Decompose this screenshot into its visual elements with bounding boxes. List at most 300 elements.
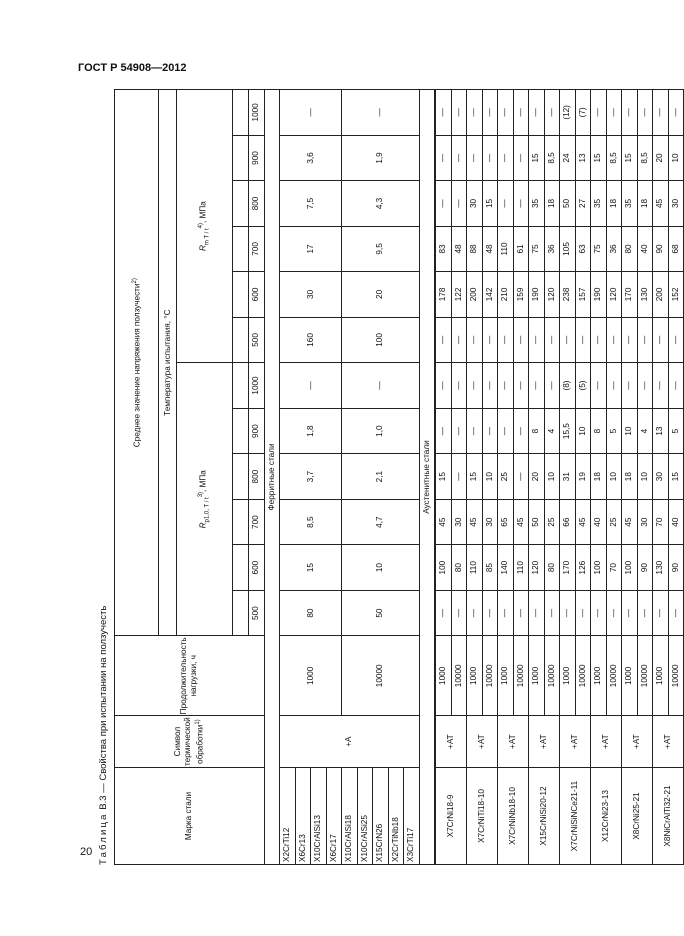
value-cell: 100: [435, 545, 451, 590]
value-cell: 18: [591, 454, 607, 499]
duration-cell: 10000: [544, 636, 560, 716]
value-cell: —: [435, 590, 451, 635]
value-cell: 200: [467, 272, 483, 317]
caption-number: В.3: [98, 795, 109, 810]
value-cell: —: [482, 590, 498, 635]
value-cell: —: [482, 317, 498, 362]
value-cell: 100: [622, 545, 638, 590]
value-cell: (5): [575, 363, 591, 409]
value-cell: —: [513, 181, 529, 226]
value-cell: 1,9: [342, 135, 420, 180]
value-cell: 48: [482, 226, 498, 271]
value-cell: —: [544, 590, 560, 635]
value-cell: —: [467, 590, 483, 635]
value-cell: 190: [591, 272, 607, 317]
value-cell: —: [280, 363, 342, 409]
value-cell: —: [653, 363, 669, 409]
value-cell: —: [544, 363, 560, 409]
value-cell: —: [668, 363, 684, 409]
value-cell: 122: [451, 272, 467, 317]
creep-properties-table: [114, 89, 684, 865]
value-cell: —: [637, 90, 653, 136]
header-spacer-cell: [233, 226, 249, 271]
header-spacer-cell: [233, 408, 249, 454]
value-cell: 238: [560, 272, 576, 317]
value-cell: 120: [529, 545, 545, 590]
value-cell: 40: [591, 499, 607, 544]
value-cell: 1,0: [342, 408, 420, 454]
value-cell: —: [467, 408, 483, 454]
duration-cell: 10000: [668, 636, 684, 716]
value-cell: —: [280, 90, 342, 136]
temp-header-cell: 1000: [248, 90, 264, 136]
value-cell: —: [498, 363, 514, 409]
table-row: [653, 90, 669, 865]
value-cell: —: [498, 317, 514, 362]
table-caption: [94, 89, 114, 865]
value-cell: 4: [637, 408, 653, 454]
value-cell: 110: [498, 226, 514, 271]
value-cell: —: [451, 408, 467, 454]
col-header-grade: Марка стали: [115, 767, 265, 864]
duration-cell: 10000: [606, 636, 622, 716]
value-cell: 75: [529, 226, 545, 271]
value-cell: 130: [637, 272, 653, 317]
value-cell: —: [544, 317, 560, 362]
value-cell: 45: [467, 499, 483, 544]
value-cell: 61: [513, 226, 529, 271]
value-cell: 15: [280, 545, 342, 590]
grade-cell: X6Cr13: [295, 767, 311, 864]
value-cell: 170: [560, 545, 576, 590]
value-cell: —: [606, 317, 622, 362]
value-cell: 110: [513, 545, 529, 590]
header-spacer-cell: [233, 454, 249, 499]
value-cell: 4,7: [342, 499, 420, 544]
duration-cell: 1000: [280, 636, 342, 716]
value-cell: 45: [575, 499, 591, 544]
temp-header-cell: 800: [248, 181, 264, 226]
value-cell: 30: [280, 272, 342, 317]
value-cell: —: [637, 590, 653, 635]
value-cell: 30: [653, 454, 669, 499]
value-cell: 35: [591, 181, 607, 226]
table-row: [498, 90, 514, 865]
table-row: [560, 90, 576, 865]
duration-cell: 10000: [513, 636, 529, 716]
value-cell: 40: [637, 226, 653, 271]
temp-header-cell: 500: [248, 317, 264, 362]
value-cell: 3,6: [280, 135, 342, 180]
value-cell: 170: [622, 272, 638, 317]
value-cell: —: [498, 590, 514, 635]
rotated-table-block: [94, 89, 680, 865]
grade-cell: X8CrNi25-21: [622, 767, 653, 864]
value-cell: —: [467, 363, 483, 409]
grade-cell: X2CrTiNb18: [388, 767, 404, 864]
value-cell: —: [513, 363, 529, 409]
value-cell: 30: [467, 181, 483, 226]
grade-cell: X7CrNiSiNCe21-11: [560, 767, 591, 864]
duration-cell: 1000: [560, 636, 576, 716]
value-cell: —: [451, 181, 467, 226]
temp-header-cell: 900: [248, 408, 264, 454]
value-cell: 15: [668, 454, 684, 499]
value-cell: 35: [529, 181, 545, 226]
value-cell: —: [622, 317, 638, 362]
symbol-cell: +AT: [622, 716, 653, 768]
value-cell: —: [591, 590, 607, 635]
value-cell: 30: [482, 499, 498, 544]
col-header-duration: Продолжительность нагрузки, ч: [115, 636, 265, 716]
temp-header-cell: 900: [248, 135, 264, 180]
value-cell: —: [435, 90, 451, 136]
table-row: [435, 90, 451, 865]
value-cell: 65: [498, 499, 514, 544]
value-cell: 19: [575, 454, 591, 499]
symbol-cell: +A: [280, 716, 420, 768]
grade-cell: X2CrTi12: [280, 767, 296, 864]
value-cell: 9,5: [342, 226, 420, 271]
value-cell: 25: [498, 454, 514, 499]
value-cell: —: [498, 90, 514, 136]
grade-cell: X10CrAlSi13: [311, 767, 327, 864]
value-cell: —: [529, 90, 545, 136]
value-cell: —: [482, 408, 498, 454]
value-cell: —: [637, 317, 653, 362]
value-cell: —: [467, 317, 483, 362]
value-cell: —: [622, 363, 638, 409]
value-cell: —: [668, 317, 684, 362]
duration-cell: 1000: [653, 636, 669, 716]
value-cell: 10: [342, 545, 420, 590]
table-body: [264, 90, 684, 865]
value-cell: 35: [622, 181, 638, 226]
value-cell: 130: [653, 545, 669, 590]
header-spacer-cell: [233, 545, 249, 590]
value-cell: 17: [280, 226, 342, 271]
value-cell: 126: [575, 545, 591, 590]
duration-cell: 10000: [482, 636, 498, 716]
value-cell: 70: [606, 545, 622, 590]
temp-header-cell: 1000: [248, 363, 264, 409]
temp-header-cell: 500: [248, 590, 264, 635]
value-cell: —: [513, 90, 529, 136]
grade-cell: X12CrNi23-13: [591, 767, 622, 864]
value-cell: —: [575, 590, 591, 635]
duration-cell: 10000: [637, 636, 653, 716]
value-cell: 36: [606, 226, 622, 271]
grade-cell: X7CrNiTi18-10: [467, 767, 498, 864]
value-cell: 8,5: [280, 499, 342, 544]
value-cell: 66: [560, 499, 576, 544]
value-cell: —: [513, 408, 529, 454]
value-cell: 75: [591, 226, 607, 271]
value-cell: 10: [622, 408, 638, 454]
section-title-ferritic: Ферритные стали: [264, 90, 280, 865]
section-title-austenitic: Аустенитные стали: [419, 90, 435, 865]
value-cell: 20: [529, 454, 545, 499]
value-cell: (8): [560, 363, 576, 409]
value-cell: 5: [606, 408, 622, 454]
value-cell: —: [513, 590, 529, 635]
header-spacer-cell: [233, 135, 249, 180]
col-header-rp: $R_{p1,0, T / t}^{3)}$, МПа: [177, 363, 233, 636]
value-cell: —: [498, 408, 514, 454]
value-cell: —: [513, 454, 529, 499]
duration-cell: 1000: [467, 636, 483, 716]
value-cell: 10: [606, 454, 622, 499]
value-cell: —: [482, 363, 498, 409]
value-cell: 15: [622, 135, 638, 180]
value-cell: —: [435, 363, 451, 409]
value-cell: 100: [591, 545, 607, 590]
value-cell: —: [637, 363, 653, 409]
value-cell: —: [606, 90, 622, 136]
value-cell: 4: [544, 408, 560, 454]
temp-header-cell: 800: [248, 454, 264, 499]
value-cell: —: [591, 363, 607, 409]
value-cell: 90: [653, 226, 669, 271]
value-cell: 18: [622, 454, 638, 499]
symbol-cell: +AT: [498, 716, 529, 768]
value-cell: 3,7: [280, 454, 342, 499]
value-cell: 15,5: [560, 408, 576, 454]
value-cell: —: [560, 590, 576, 635]
value-cell: —: [467, 135, 483, 180]
value-cell: —: [622, 90, 638, 136]
value-cell: 1,8: [280, 408, 342, 454]
value-cell: 68: [668, 226, 684, 271]
value-cell: 18: [544, 181, 560, 226]
value-cell: 210: [498, 272, 514, 317]
value-cell: —: [606, 363, 622, 409]
duration-cell: 1000: [529, 636, 545, 716]
value-cell: —: [513, 317, 529, 362]
header-spacer-cell: [233, 90, 249, 136]
value-cell: 45: [622, 499, 638, 544]
value-cell: —: [544, 90, 560, 136]
value-cell: 4,3: [342, 181, 420, 226]
value-cell: —: [668, 590, 684, 635]
value-cell: 8,5: [544, 135, 560, 180]
value-cell: —: [668, 90, 684, 136]
caption-text: — Свойства при испытании на ползучесть: [98, 605, 109, 793]
header-spacer-cell: [233, 181, 249, 226]
value-cell: 7,5: [280, 181, 342, 226]
value-cell: 83: [435, 226, 451, 271]
value-cell: 80: [544, 545, 560, 590]
value-cell: —: [653, 90, 669, 136]
temp-header-cell: 600: [248, 545, 264, 590]
value-cell: 70: [653, 499, 669, 544]
duration-cell: 10000: [451, 636, 467, 716]
value-cell: 2,1: [342, 454, 420, 499]
value-cell: —: [529, 590, 545, 635]
value-cell: (7): [575, 90, 591, 136]
value-cell: 31: [560, 454, 576, 499]
value-cell: 18: [637, 181, 653, 226]
value-cell: 24: [560, 135, 576, 180]
value-cell: 10: [575, 408, 591, 454]
value-cell: 25: [606, 499, 622, 544]
value-cell: 30: [668, 181, 684, 226]
value-cell: 18: [606, 181, 622, 226]
value-cell: 90: [668, 545, 684, 590]
value-cell: 15: [435, 454, 451, 499]
value-cell: 45: [513, 499, 529, 544]
grade-cell: X3CrTi17: [404, 767, 420, 864]
header-spacer-cell: [233, 363, 249, 409]
temp-header-cell: 600: [248, 272, 264, 317]
value-cell: —: [467, 90, 483, 136]
value-cell: —: [451, 135, 467, 180]
value-cell: 80: [451, 545, 467, 590]
value-cell: 120: [606, 272, 622, 317]
value-cell: —: [653, 317, 669, 362]
value-cell: —: [498, 181, 514, 226]
value-cell: 157: [575, 272, 591, 317]
value-cell: 13: [575, 135, 591, 180]
value-cell: —: [591, 317, 607, 362]
value-cell: 5: [668, 408, 684, 454]
value-cell: 88: [467, 226, 483, 271]
grade-cell: X7CrNiNb18-10: [498, 767, 529, 864]
symbol-cell: +AT: [435, 716, 467, 768]
value-cell: (12): [560, 90, 576, 136]
duration-cell: 1000: [498, 636, 514, 716]
value-cell: 30: [637, 499, 653, 544]
value-cell: 105: [560, 226, 576, 271]
temp-header-cell: 700: [248, 226, 264, 271]
grade-cell: X6Cr17: [326, 767, 342, 864]
value-cell: 142: [482, 272, 498, 317]
value-cell: —: [498, 135, 514, 180]
grade-cell: X15CrN26: [373, 767, 389, 864]
value-cell: —: [342, 90, 420, 136]
value-cell: 120: [544, 272, 560, 317]
col-header-temperature: Температура испытания, °С: [159, 90, 177, 636]
col-header-symbol: Символ термической обработки$^{1)}$: [115, 716, 265, 768]
duration-cell: 10000: [342, 636, 420, 716]
value-cell: 100: [342, 317, 420, 362]
value-cell: 10: [668, 135, 684, 180]
value-cell: 8: [529, 408, 545, 454]
value-cell: 160: [280, 317, 342, 362]
value-cell: 20: [653, 135, 669, 180]
grade-cell: X10CrAlSi18: [342, 767, 358, 864]
header-spacer-cell: [233, 590, 249, 635]
value-cell: 40: [668, 499, 684, 544]
standard-number: ГОСТ Р 54908—2012: [78, 62, 187, 74]
value-cell: 48: [451, 226, 467, 271]
value-cell: 10: [482, 454, 498, 499]
header-spacer-cell: [233, 272, 249, 317]
value-cell: —: [653, 590, 669, 635]
temp-header-cell: 700: [248, 499, 264, 544]
value-cell: 190: [529, 272, 545, 317]
value-cell: 50: [529, 499, 545, 544]
value-cell: 50: [342, 590, 420, 635]
value-cell: 110: [467, 545, 483, 590]
duration-cell: 1000: [435, 636, 451, 716]
col-header-rm: $R_{m T / t}^{4)}$, МПа: [177, 90, 233, 363]
table-row: [591, 90, 607, 865]
value-cell: 80: [280, 590, 342, 635]
value-cell: —: [482, 90, 498, 136]
duration-cell: 1000: [622, 636, 638, 716]
value-cell: 8: [591, 408, 607, 454]
value-cell: 15: [591, 135, 607, 180]
value-cell: 45: [435, 499, 451, 544]
duration-cell: 10000: [575, 636, 591, 716]
value-cell: —: [622, 590, 638, 635]
value-cell: 45: [653, 181, 669, 226]
value-cell: —: [435, 408, 451, 454]
page-number: 20: [80, 846, 93, 858]
value-cell: 10: [637, 454, 653, 499]
grade-cell: X10CrAlSi25: [357, 767, 373, 864]
symbol-cell: +AT: [591, 716, 622, 768]
value-cell: 178: [435, 272, 451, 317]
value-cell: —: [435, 135, 451, 180]
value-cell: 90: [637, 545, 653, 590]
grade-cell: X15CrNiSi20-12: [529, 767, 560, 864]
value-cell: —: [451, 454, 467, 499]
value-cell: —: [435, 181, 451, 226]
grade-cell: X7CrNi18-9: [435, 767, 467, 864]
value-cell: —: [451, 590, 467, 635]
value-cell: 200: [653, 272, 669, 317]
value-cell: 30: [451, 499, 467, 544]
value-cell: —: [451, 317, 467, 362]
value-cell: 15: [467, 454, 483, 499]
grade-cell: X8NiCrAlTi32-21: [653, 767, 684, 864]
value-cell: —: [451, 90, 467, 136]
table-row: [467, 90, 483, 865]
value-cell: —: [435, 317, 451, 362]
value-cell: 27: [575, 181, 591, 226]
value-cell: 140: [498, 545, 514, 590]
value-cell: 50: [560, 181, 576, 226]
value-cell: 25: [544, 499, 560, 544]
value-cell: 159: [513, 272, 529, 317]
value-cell: —: [529, 363, 545, 409]
value-cell: —: [529, 317, 545, 362]
value-cell: —: [482, 135, 498, 180]
value-cell: —: [575, 317, 591, 362]
table-row: [529, 90, 545, 865]
value-cell: —: [451, 363, 467, 409]
value-cell: 15: [482, 181, 498, 226]
value-cell: 63: [575, 226, 591, 271]
value-cell: —: [560, 317, 576, 362]
header-spacer-cell: [233, 499, 249, 544]
symbol-cell: +AT: [467, 716, 498, 768]
value-cell: 85: [482, 545, 498, 590]
value-cell: 80: [622, 226, 638, 271]
col-header-avg-stress: Среднее значение напряжения ползучести$^{2)}$: [115, 90, 159, 636]
value-cell: 20: [342, 272, 420, 317]
value-cell: —: [513, 135, 529, 180]
value-cell: 15: [529, 135, 545, 180]
symbol-cell: +AT: [653, 716, 684, 768]
value-cell: —: [591, 90, 607, 136]
value-cell: 8,5: [606, 135, 622, 180]
value-cell: 36: [544, 226, 560, 271]
value-cell: 8,5: [637, 135, 653, 180]
duration-cell: 1000: [591, 636, 607, 716]
